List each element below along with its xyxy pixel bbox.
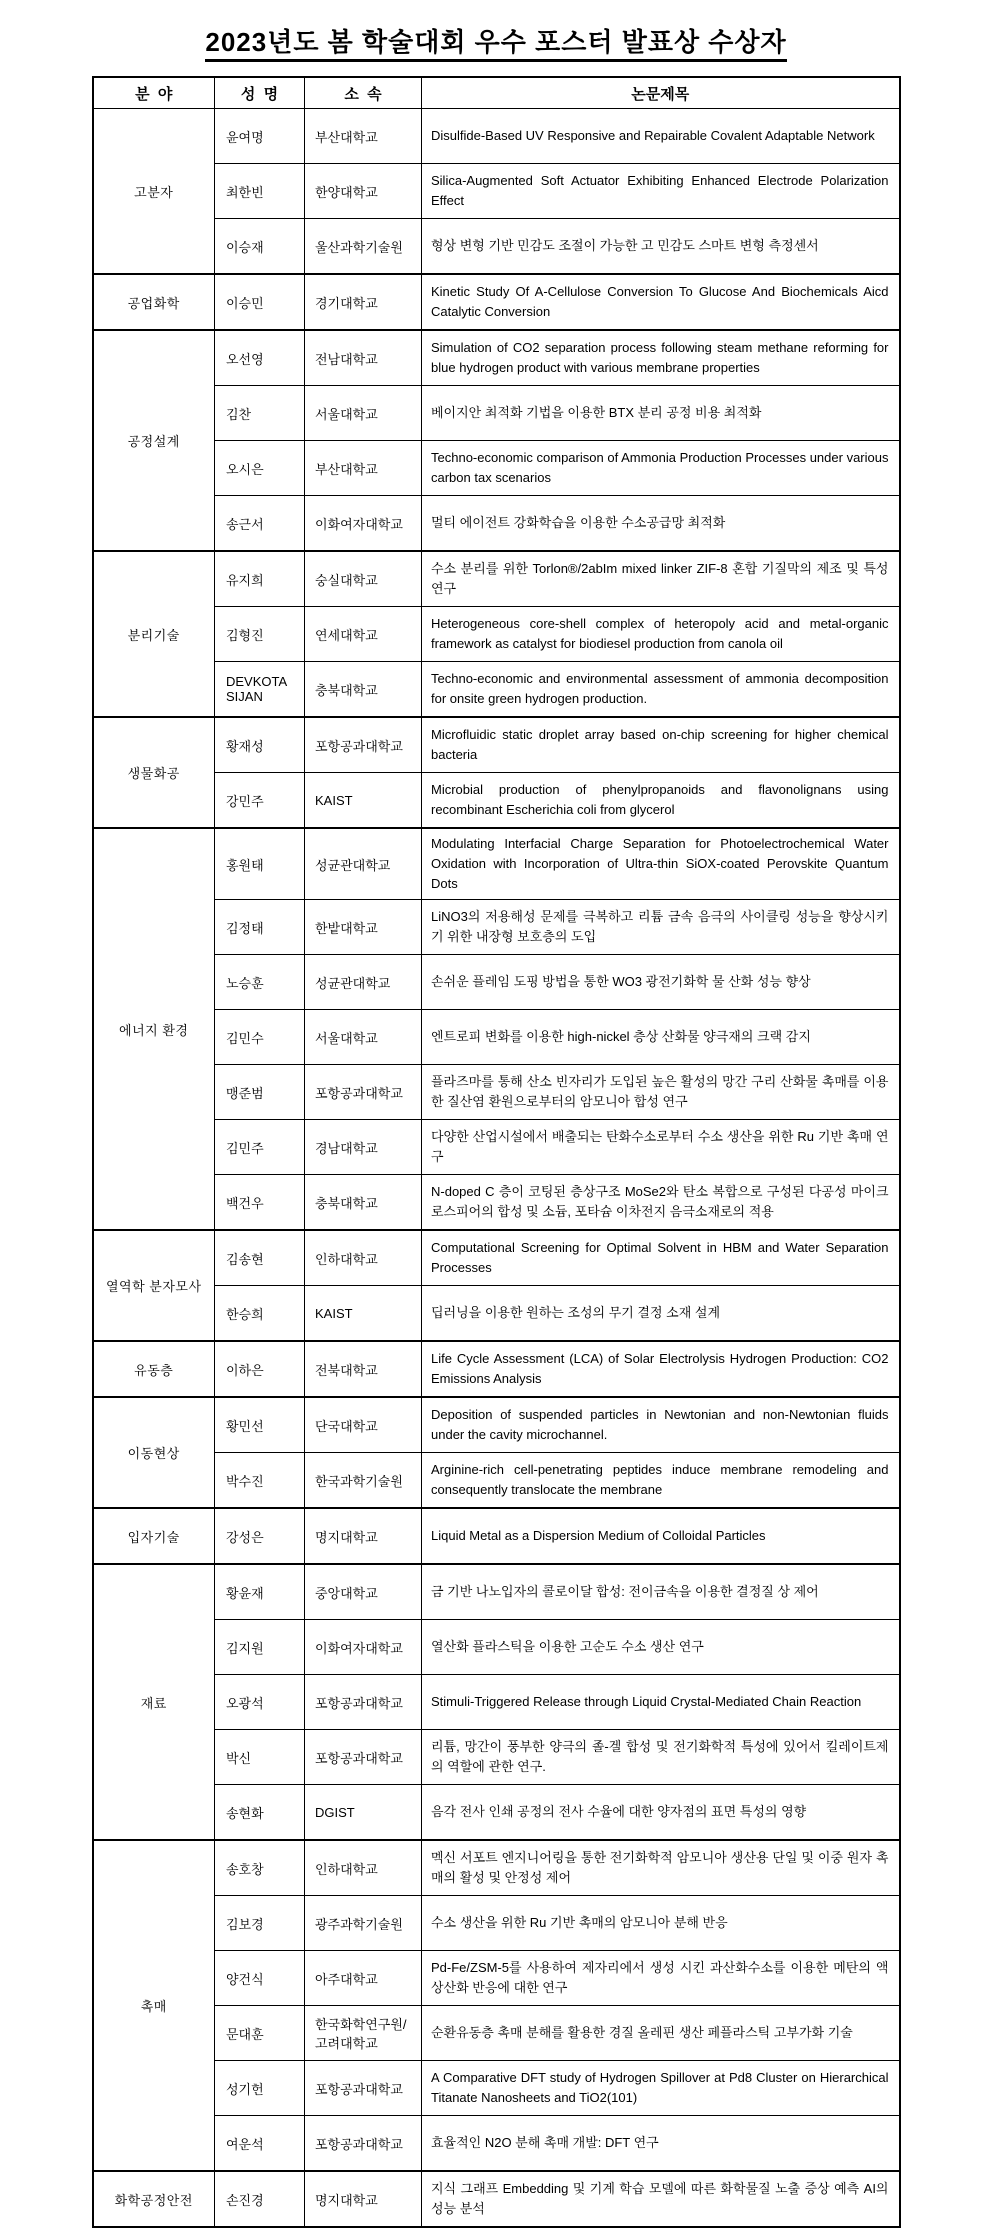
affiliation-cell: 서울대학교 <box>305 1010 422 1065</box>
table-row <box>93 2171 900 2227</box>
field-cell: 생물화공 <box>93 717 215 828</box>
paper-title-cell: Life Cycle Assessment (LCA) of Solar Electrolysis Hydrogen Production: CO2 Emissions Analysis <box>422 1341 900 1397</box>
name-cell: 윤여명 <box>215 109 305 164</box>
paper-title-cell: 음각 전사 인쇄 공정의 전사 수율에 대한 양자점의 표면 특성의 영향 <box>422 1785 900 1841</box>
paper-title-cell: 멕신 서포트 엔지니어링을 통한 전기화학적 암모니아 생산용 단일 및 이중 원자 촉매의 활성 및 안정성 제어 <box>422 1840 900 1896</box>
paper-title-cell: 손쉬운 플레임 도핑 방법을 통한 WO3 광전기화학 물 산화 성능 향상 <box>422 955 900 1010</box>
field-cell: 재료 <box>93 1564 215 1840</box>
name-cell: 김민수 <box>215 1010 305 1065</box>
paper-title-cell: 멀티 에이전트 강화학습을 이용한 수소공급망 최적화 <box>422 496 900 552</box>
affiliation-cell: 포항공과대학교 <box>305 1730 422 1785</box>
name-cell: 한승희 <box>215 1286 305 1342</box>
affiliation-cell: KAIST <box>305 1286 422 1342</box>
affiliation-cell: 경남대학교 <box>305 1120 422 1175</box>
affiliation-cell: 광주과학기술원 <box>305 1896 422 1951</box>
paper-title-cell: Disulfide-Based UV Responsive and Repairable Covalent Adaptable Network <box>422 109 900 164</box>
table-row <box>93 1453 900 1509</box>
affiliation-cell: 아주대학교 <box>305 1951 422 2006</box>
name-cell: 이승재 <box>215 219 305 275</box>
paper-title-cell: 지식 그래프 Embedding 및 기계 학습 모델에 따른 화학물질 노출 증상 예측 AI의 성능 분석 <box>422 2171 900 2227</box>
table-row <box>93 900 900 955</box>
table-row <box>93 1175 900 1231</box>
paper-title-cell: 리튬, 망간이 풍부한 양극의 졸-겔 합성 및 전기화학적 특성에 있어서 킬레이트제의 역할에 관한 연구. <box>422 1730 900 1785</box>
awards-table <box>92 76 901 2228</box>
table-row <box>93 441 900 496</box>
paper-title-cell: 형상 변형 기반 민감도 조절이 가능한 고 민감도 스마트 변형 측정센서 <box>422 219 900 275</box>
affiliation-cell: 한국과학기술원 <box>305 1453 422 1509</box>
name-cell: 오시은 <box>215 441 305 496</box>
field-cell: 분리기술 <box>93 551 215 717</box>
affiliation-cell: 경기대학교 <box>305 274 422 330</box>
affiliation-cell: 명지대학교 <box>305 2171 422 2227</box>
table-row <box>93 1397 900 1453</box>
table-row <box>93 1341 900 1397</box>
name-cell: 강민주 <box>215 773 305 829</box>
paper-title-cell: Deposition of suspended particles in Newtonian and non-Newtonian fluids under the cavity microchannel. <box>422 1397 900 1453</box>
paper-title-cell: Techno-economic and environmental assessment of ammonia decomposition for onsite green hydrogen production. <box>422 662 900 718</box>
name-cell: DEVKOTA SIJAN <box>215 662 305 718</box>
table-body <box>93 109 900 2228</box>
affiliation-cell: 부산대학교 <box>305 441 422 496</box>
affiliation-cell: 부산대학교 <box>305 109 422 164</box>
name-cell: 맹준범 <box>215 1065 305 1120</box>
paper-title-cell: 금 기반 나노입자의 콜로이달 합성: 전이금속을 이용한 결정질 상 제어 <box>422 1564 900 1620</box>
name-cell: 박수진 <box>215 1453 305 1509</box>
name-cell: 김지원 <box>215 1620 305 1675</box>
affiliation-cell: 울산과학기술원 <box>305 219 422 275</box>
table-row <box>93 330 900 386</box>
paper-title-cell: A Comparative DFT study of Hydrogen Spillover at Pd8 Cluster on Hierarchical Titanate Nanosheets and TiO2(101) <box>422 2061 900 2116</box>
name-cell: 성기헌 <box>215 2061 305 2116</box>
col-header-affiliation: 소 속 <box>305 77 422 109</box>
table-row <box>93 773 900 829</box>
name-cell: 문대훈 <box>215 2006 305 2061</box>
table-row <box>93 274 900 330</box>
affiliation-cell: 한양대학교 <box>305 164 422 219</box>
affiliation-cell: 한밭대학교 <box>305 900 422 955</box>
affiliation-cell: 충북대학교 <box>305 662 422 718</box>
affiliation-cell: 숭실대학교 <box>305 551 422 607</box>
name-cell: 황민선 <box>215 1397 305 1453</box>
paper-title-cell: Liquid Metal as a Dispersion Medium of Colloidal Particles <box>422 1508 900 1564</box>
affiliation-cell: 포항공과대학교 <box>305 717 422 773</box>
field-cell: 입자기술 <box>93 1508 215 1564</box>
table-row <box>93 386 900 441</box>
paper-title-cell: Computational Screening for Optimal Solvent in HBM and Water Separation Processes <box>422 1230 900 1286</box>
affiliation-cell: 포항공과대학교 <box>305 1675 422 1730</box>
paper-title-cell: Arginine-rich cell-penetrating peptides induce membrane remodeling and consequently translocate the membrane <box>422 1453 900 1509</box>
name-cell: 김송현 <box>215 1230 305 1286</box>
paper-title-cell: Heterogeneous core-shell complex of heteropoly acid and metal-organic framework as catalyst for biodiesel production from canola oil <box>422 607 900 662</box>
affiliation-cell: 성균관대학교 <box>305 955 422 1010</box>
table-row <box>93 828 900 900</box>
affiliation-cell: DGIST <box>305 1785 422 1841</box>
name-cell: 김정태 <box>215 900 305 955</box>
col-header-paper-title: 논문제목 <box>422 77 900 109</box>
name-cell: 김보경 <box>215 1896 305 1951</box>
paper-title-cell: Simulation of CO2 separation process following steam methane reforming for blue hydrogen product with various membrane properties <box>422 330 900 386</box>
affiliation-cell: 전남대학교 <box>305 330 422 386</box>
paper-title-cell: Stimuli-Triggered Release through Liquid Crystal-Mediated Chain Reaction <box>422 1675 900 1730</box>
affiliation-cell: 포항공과대학교 <box>305 2061 422 2116</box>
name-cell: 송현화 <box>215 1785 305 1841</box>
affiliation-cell: 포항공과대학교 <box>305 2116 422 2172</box>
name-cell: 이승민 <box>215 274 305 330</box>
name-cell: 백건우 <box>215 1175 305 1231</box>
field-cell: 이동현상 <box>93 1397 215 1508</box>
table-row <box>93 219 900 275</box>
name-cell: 김찬 <box>215 386 305 441</box>
paper-title-cell: Techno-economic comparison of Ammonia Production Processes under various carbon tax scenarios <box>422 441 900 496</box>
name-cell: 손진경 <box>215 2171 305 2227</box>
affiliation-cell: 서울대학교 <box>305 386 422 441</box>
paper-title-cell: LiNO3의 저용해성 문제를 극복하고 리튬 금속 음극의 사이클링 성능을 향상시키기 위한 내장형 보호층의 도입 <box>422 900 900 955</box>
table-row <box>93 1120 900 1175</box>
table-row <box>93 2061 900 2116</box>
name-cell: 이하은 <box>215 1341 305 1397</box>
table-row <box>93 1508 900 1564</box>
paper-title-cell: 플라즈마를 통해 산소 빈자리가 도입된 높은 활성의 망간 구리 산화물 촉매를 이용한 질산염 환원으로부터의 암모니아 합성 연구 <box>422 1065 900 1120</box>
name-cell: 황재성 <box>215 717 305 773</box>
paper-title-cell: Microfluidic static droplet array based on-chip screening for higher chemical bacteria <box>422 717 900 773</box>
name-cell: 송호창 <box>215 1840 305 1896</box>
table-row <box>93 109 900 164</box>
table-row <box>93 1840 900 1896</box>
name-cell: 김민주 <box>215 1120 305 1175</box>
col-header-field: 분 야 <box>93 77 215 109</box>
paper-title-cell: Pd-Fe/ZSM-5를 사용하여 제자리에서 생성 시킨 과산화수소를 이용한 메탄의 액상산화 반응에 대한 연구 <box>422 1951 900 2006</box>
table-row <box>93 164 900 219</box>
name-cell: 황윤재 <box>215 1564 305 1620</box>
paper-title-cell: 베이지안 최적화 기법을 이용한 BTX 분리 공정 비용 최적화 <box>422 386 900 441</box>
paper-title-cell: N-doped C 층이 코팅된 층상구조 MoSe2와 탄소 복합으로 구성된 다공성 마이크로스피어의 합성 및 소듐, 포타슘 이차전지 음극소재로의 적용 <box>422 1175 900 1231</box>
paper-title-cell: 다양한 산업시설에서 배출되는 탄화수소로부터 수소 생산을 위한 Ru 기반 촉매 연구 <box>422 1120 900 1175</box>
table-row <box>93 1896 900 1951</box>
paper-title-cell: 효율적인 N2O 분해 촉매 개발: DFT 연구 <box>422 2116 900 2172</box>
header-row <box>93 77 900 109</box>
name-cell: 오광석 <box>215 1675 305 1730</box>
page-title-text: 2023년도 봄 학술대회 우수 포스터 발표상 수상자 <box>205 27 786 62</box>
name-cell: 양건식 <box>215 1951 305 2006</box>
field-cell: 에너지 환경 <box>93 828 215 1230</box>
table-row <box>93 1065 900 1120</box>
field-cell: 유동층 <box>93 1341 215 1397</box>
name-cell: 강성은 <box>215 1508 305 1564</box>
table-row <box>93 1010 900 1065</box>
table-row <box>93 551 900 607</box>
table-row <box>93 1564 900 1620</box>
paper-title-cell: Modulating Interfacial Charge Separation for Photoelectrochemical Water Oxidation with Incorporation of Ultra-thin SiOX-coated Perovskite Quantum Dots <box>422 828 900 900</box>
paper-title-cell: Microbial production of phenylpropanoids and flavonolignans using recombinant Escherichia coli from glycerol <box>422 773 900 829</box>
name-cell: 송근서 <box>215 496 305 552</box>
paper-title-cell: 순환유동층 촉매 분해를 활용한 경질 올레핀 생산 페플라스틱 고부가화 기술 <box>422 2006 900 2061</box>
affiliation-cell: 성균관대학교 <box>305 828 422 900</box>
affiliation-cell: 인하대학교 <box>305 1230 422 1286</box>
table-row <box>93 1785 900 1841</box>
paper-title-cell: 엔트로피 변화를 이용한 high-nickel 층상 산화물 양극재의 크랙 감지 <box>422 1010 900 1065</box>
table-row <box>93 1675 900 1730</box>
table-row <box>93 1620 900 1675</box>
affiliation-cell: 인하대학교 <box>305 1840 422 1896</box>
table-row <box>93 2116 900 2172</box>
name-cell: 유지희 <box>215 551 305 607</box>
table-row <box>93 496 900 552</box>
table-header <box>93 77 900 109</box>
col-header-name: 성 명 <box>215 77 305 109</box>
name-cell: 최한빈 <box>215 164 305 219</box>
paper-title-cell: 수소 생산을 위한 Ru 기반 촉매의 암모니아 분해 반응 <box>422 1896 900 1951</box>
table-row <box>93 1730 900 1785</box>
name-cell: 홍원태 <box>215 828 305 900</box>
name-cell: 박신 <box>215 1730 305 1785</box>
affiliation-cell: 중앙대학교 <box>305 1564 422 1620</box>
name-cell: 김형진 <box>215 607 305 662</box>
table-row <box>93 1230 900 1286</box>
field-cell: 촉매 <box>93 1840 215 2171</box>
name-cell: 여운석 <box>215 2116 305 2172</box>
affiliation-cell: 단국대학교 <box>305 1397 422 1453</box>
paper-title-cell: Kinetic Study Of A-Cellulose Conversion To Glucose And Biochemicals Aicd Catalytic Conversion <box>422 274 900 330</box>
table-row <box>93 662 900 718</box>
affiliation-cell: 포항공과대학교 <box>305 1065 422 1120</box>
paper-title-cell: 열산화 플라스틱을 이용한 고순도 수소 생산 연구 <box>422 1620 900 1675</box>
affiliation-cell: 명지대학교 <box>305 1508 422 1564</box>
table-row <box>93 607 900 662</box>
field-cell: 공업화학 <box>93 274 215 330</box>
name-cell: 오선영 <box>215 330 305 386</box>
field-cell: 화학공정안전 <box>93 2171 215 2227</box>
field-cell: 공정설계 <box>93 330 215 551</box>
table-row <box>93 1951 900 2006</box>
affiliation-cell: KAIST <box>305 773 422 829</box>
affiliation-cell: 이화여자대학교 <box>305 496 422 552</box>
affiliation-cell: 이화여자대학교 <box>305 1620 422 1675</box>
paper-title-cell: 딥러닝을 이용한 원하는 조성의 무기 결정 소재 설계 <box>422 1286 900 1342</box>
affiliation-cell: 한국화학연구원/고려대학교 <box>305 2006 422 2061</box>
field-cell: 고분자 <box>93 109 215 275</box>
paper-title-cell: Silica-Augmented Soft Actuator Exhibiting Enhanced Electrode Polarization Effect <box>422 164 900 219</box>
paper-title-cell: 수소 분리를 위한 Torlon®/2abIm mixed linker ZIF-8 혼합 기질막의 제조 및 특성 연구 <box>422 551 900 607</box>
affiliation-cell: 전북대학교 <box>305 1341 422 1397</box>
table-row <box>93 2006 900 2061</box>
table-row <box>93 717 900 773</box>
field-cell: 열역학 분자모사 <box>93 1230 215 1341</box>
name-cell: 노승훈 <box>215 955 305 1010</box>
page-title <box>0 22 992 59</box>
table-row <box>93 955 900 1010</box>
affiliation-cell: 충북대학교 <box>305 1175 422 1231</box>
affiliation-cell: 연세대학교 <box>305 607 422 662</box>
table-row <box>93 1286 900 1342</box>
